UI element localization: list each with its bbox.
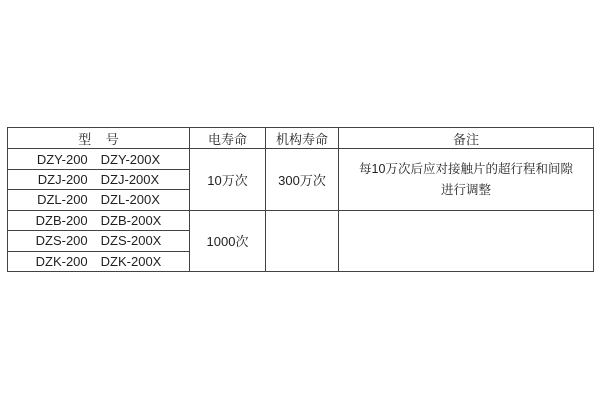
model-name: DZJ-200X	[100, 172, 160, 188]
table-row	[8, 149, 594, 169]
model-cell	[8, 251, 190, 271]
model-name: DZK-200	[35, 253, 88, 269]
table-row	[8, 210, 594, 230]
model-cell	[8, 210, 190, 230]
header-mechanical-life: 机构寿命	[266, 128, 339, 149]
model-name: DZY-200	[36, 151, 88, 167]
electrical-life-cell: 10万次	[190, 149, 266, 210]
remark-line: 进行调整	[440, 182, 491, 197]
remarks-cell	[339, 210, 594, 271]
model-cell	[8, 190, 190, 210]
electrical-life-cell: 1000次	[190, 210, 266, 271]
model-cell	[8, 169, 190, 189]
model-cell	[8, 149, 190, 169]
header-model: 型 号	[8, 128, 190, 149]
model-cell	[8, 231, 190, 251]
remarks-cell	[339, 149, 594, 210]
model-name: DZB-200	[35, 212, 88, 228]
spec-table	[7, 127, 594, 272]
model-name: DZS-200	[35, 233, 88, 249]
header-electrical-life: 电寿命	[190, 128, 266, 149]
model-name: DZB-200X	[100, 212, 162, 228]
mechanical-life-cell: 300万次	[266, 149, 339, 210]
mechanical-life-cell	[266, 210, 339, 271]
model-name: DZY-200X	[100, 151, 161, 167]
header-remarks: 备注	[339, 128, 594, 149]
spec-table-container	[7, 127, 594, 272]
model-name: DZL-200X	[100, 192, 160, 208]
model-name: DZK-200X	[100, 253, 162, 269]
model-name: DZJ-200	[37, 172, 88, 188]
table-header-row	[8, 128, 594, 149]
model-name: DZS-200X	[100, 233, 162, 249]
model-name: DZL-200	[37, 192, 88, 208]
remark-line: 每10万次后应对接触片的超行程和间隙	[359, 161, 573, 176]
